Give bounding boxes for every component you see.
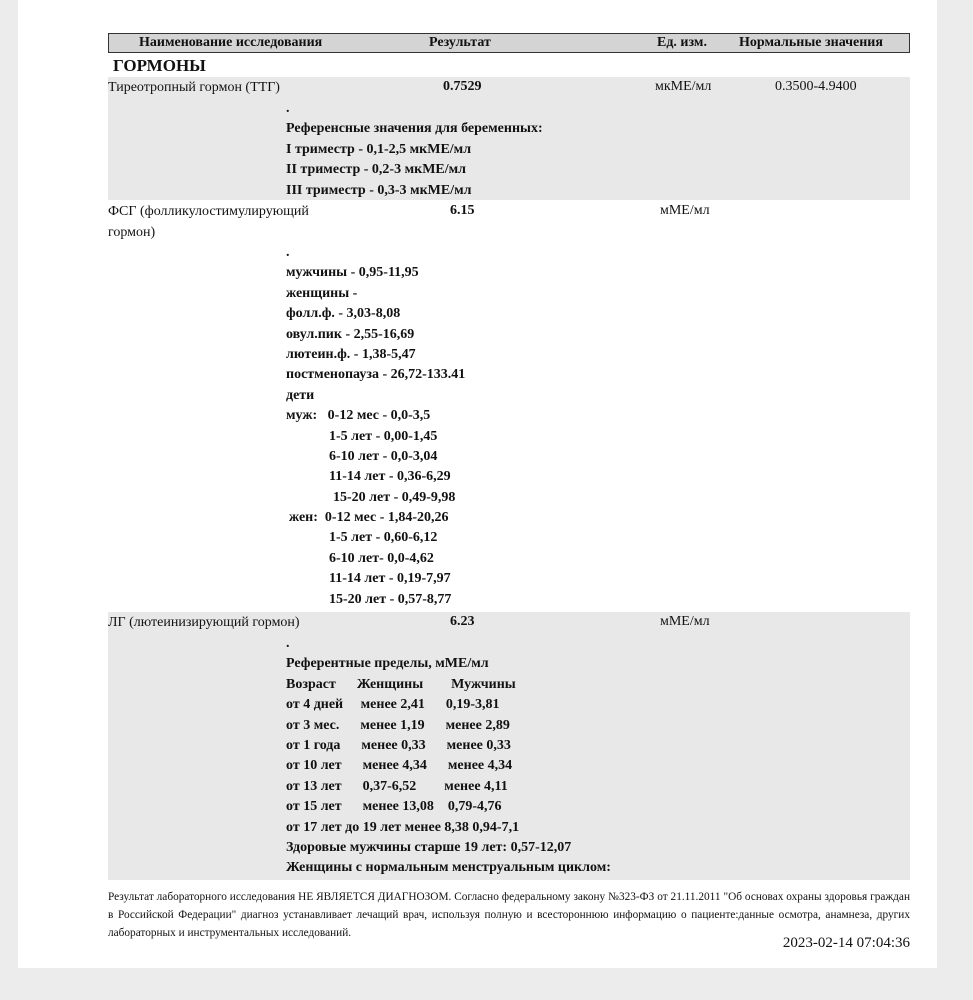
note-line: дети	[286, 387, 315, 403]
test-result: 0.7529	[443, 79, 482, 94]
note-line: 1-5 лет - 0,00-1,45	[329, 428, 438, 444]
note-line: Женщины с нормальным менструальным циклом:	[286, 860, 611, 876]
test-name-line: ФСГ (фолликулостимулирующий	[108, 204, 309, 219]
test-unit: мкМЕ/мл	[655, 79, 712, 94]
table-header	[108, 33, 910, 53]
note-line: 15-20 лет - 0,57-8,77	[329, 591, 452, 607]
test-result: 6.23	[450, 614, 475, 629]
note-line: III триместр - 0,3-3 мкМЕ/мл	[286, 182, 472, 198]
header-result: Результат	[429, 35, 491, 50]
header-unit: Ед. изм.	[657, 35, 707, 50]
note-line: женщины -	[286, 285, 358, 301]
note-line: фолл.ф. - 3,03-8,08	[286, 306, 401, 322]
note-line: .	[286, 101, 290, 116]
section-title: ГОРМОНЫ	[113, 56, 206, 75]
note-line: от 1 года менее 0,33 менее 0,33	[286, 737, 511, 753]
note-line: от 17 лет до 19 лет менее 8,38 0,94-7,1	[286, 819, 520, 835]
test-name	[108, 612, 300, 633]
note-line: I триместр - 0,1-2,5 мкМЕ/мл	[286, 141, 472, 157]
note-line: постменопауза - 26,72-133.41	[286, 367, 466, 383]
test-unit: мМЕ/мл	[660, 614, 710, 629]
test-name-line: гормон)	[108, 225, 156, 240]
note-line: от 15 лет менее 13,08 0,79-4,76	[286, 799, 502, 815]
reference-notes	[286, 634, 611, 879]
note-line: 15-20 лет - 0,49-9,98	[333, 489, 456, 505]
test-name-line: ЛГ (лютеинизирующий гормон)	[108, 615, 300, 630]
reference-notes	[286, 99, 543, 201]
note-line: 6-10 лет- 0,0-4,62	[329, 550, 434, 566]
disclaimer: Результат лабораторного исследования НЕ ЯВЛЯЕТСЯ ДИАГНОЗОМ. Согласно федеральному закону №323-ФЗ от 21.11.2011 "Об основах охраны здоровья граждан в Российской Федерации" диагноз устанавливает лечащий врач, используя полную и всестороннюю информацию о пациенте:данные осмотра, анамнеза, других лабораторных и инструментальных исследований.	[108, 891, 910, 939]
note-line: лютеин.ф. - 1,38-5,47	[286, 346, 416, 362]
note-line: муж: 0-12 мес - 0,0-3,5	[286, 408, 431, 424]
test-result: 6.15	[450, 203, 475, 218]
note-line: 6-10 лет - 0,0-3,04	[329, 448, 438, 464]
note-line: 11-14 лет - 0,19-7,97	[329, 571, 451, 587]
note-line: от 4 дней менее 2,41 0,19-3,81	[286, 697, 500, 713]
test-unit: мМЕ/мл	[660, 203, 710, 218]
note-line: .	[286, 245, 290, 260]
note-line: 1-5 лет - 0,60-6,12	[329, 530, 438, 546]
note-line: от 3 мес. менее 1,19 менее 2,89	[286, 717, 510, 733]
note-line: мужчины - 0,95-11,95	[286, 265, 419, 281]
note-line: 11-14 лет - 0,36-6,29	[329, 469, 451, 485]
note-line: Референсные значения для беременных:	[286, 121, 543, 137]
note-line: Референтные пределы, мМЕ/мл	[286, 656, 489, 672]
note-line: .	[286, 636, 290, 651]
note-line: жен: 0-12 мес - 1,84-20,26	[289, 510, 449, 526]
note-line: от 10 лет менее 4,34 менее 4,34	[286, 758, 513, 774]
header-name: Наименование исследования	[139, 35, 323, 50]
note-line: Здоровые мужчины старше 19 лет: 0,57-12,07	[286, 839, 572, 855]
note-line: II триместр - 0,2-3 мкМЕ/мл	[286, 162, 467, 178]
test-name-line: Тиреотропный гормон (ТТГ)	[108, 80, 280, 95]
timestamp: 2023-02-14 07:04:36	[782, 935, 910, 951]
header-norm: Нормальные значения	[739, 35, 883, 50]
test-name	[108, 77, 280, 98]
test-name	[108, 201, 309, 243]
test-norm: 0.3500-4.9400	[775, 79, 857, 94]
reference-notes	[286, 243, 465, 610]
note-line: Возраст Женщины Мужчины	[286, 676, 516, 692]
note-line: овул.пик - 2,55-16,69	[286, 326, 415, 342]
note-line: от 13 лет 0,37-6,52 менее 4,11	[286, 778, 508, 794]
